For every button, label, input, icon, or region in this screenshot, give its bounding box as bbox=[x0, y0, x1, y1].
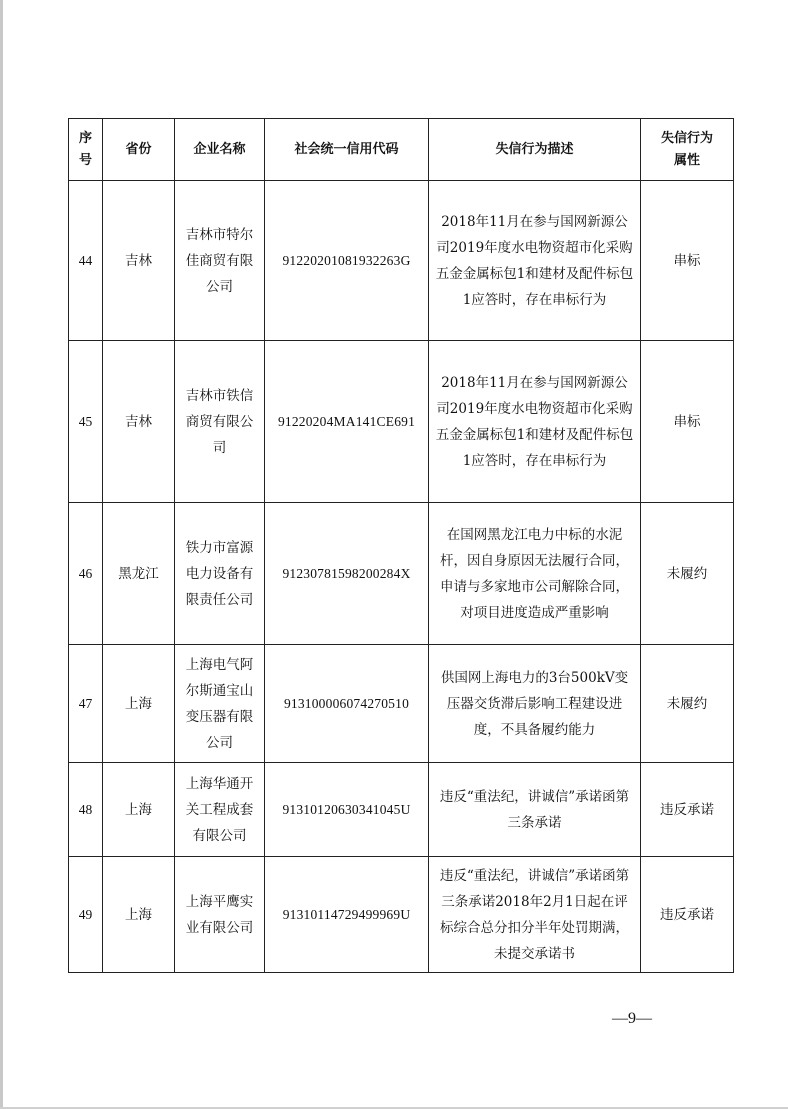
row-attribute: 串标 bbox=[641, 181, 734, 341]
row-index: 47 bbox=[69, 645, 103, 763]
scan-edge bbox=[0, 0, 3, 1109]
row-province: 上海 bbox=[103, 763, 175, 857]
row-attribute: 串标 bbox=[641, 341, 734, 503]
header-company: 企业名称 bbox=[175, 119, 265, 181]
header-index-line-1: 序 bbox=[78, 130, 92, 146]
row-credit-code: 91220201081932263G bbox=[265, 181, 429, 341]
row-index: 45 bbox=[69, 341, 103, 503]
row-description: 2018年11月在参与国网新源公司2019年度水电物资超市化采购五金金属标包1和建材及配件标包1应答时，存在串标行为 bbox=[429, 181, 641, 341]
header-index bbox=[69, 119, 103, 181]
row-credit-code: 91230781598200284X bbox=[265, 503, 429, 645]
header-description: 失信行为描述 bbox=[429, 119, 641, 181]
table-row bbox=[69, 181, 734, 341]
row-index: 48 bbox=[69, 763, 103, 857]
header-province: 省份 bbox=[103, 119, 175, 181]
row-company: 吉林市特尔佳商贸有限公司 bbox=[175, 181, 265, 341]
row-description: 供国网上海电力的3台500kV变压器交货滞后影响工程建设进度，不具备履约能力 bbox=[429, 645, 641, 763]
header-index-line-2: 号 bbox=[78, 152, 92, 168]
row-company: 上海电气阿尔斯通宝山变压器有限公司 bbox=[175, 645, 265, 763]
row-attribute: 违反承诺 bbox=[641, 857, 734, 973]
row-company: 吉林市铁信商贸有限公司 bbox=[175, 341, 265, 503]
header-credit-code: 社会统一信用代码 bbox=[265, 119, 429, 181]
row-company: 上海平鹰实业有限公司 bbox=[175, 857, 265, 973]
row-description: 2018年11月在参与国网新源公司2019年度水电物资超市化采购五金金属标包1和建材及配件标包1应答时，存在串标行为 bbox=[429, 341, 641, 503]
row-description: 违反“重法纪，讲诚信”承诺函第三条承诺2018年2月1日起在评标综合总分扣分半年处罚期满，未提交承诺书 bbox=[429, 857, 641, 973]
row-index: 44 bbox=[69, 181, 103, 341]
row-company: 上海华通开关工程成套有限公司 bbox=[175, 763, 265, 857]
row-province: 吉林 bbox=[103, 341, 175, 503]
row-attribute: 未履约 bbox=[641, 503, 734, 645]
row-province: 上海 bbox=[103, 645, 175, 763]
row-credit-code: 91310114729499969U bbox=[265, 857, 429, 973]
row-province: 吉林 bbox=[103, 181, 175, 341]
row-index: 49 bbox=[69, 857, 103, 973]
row-attribute: 未履约 bbox=[641, 645, 734, 763]
row-index: 46 bbox=[69, 503, 103, 645]
row-credit-code: 91220204MA141CE691 bbox=[265, 341, 429, 503]
table-header-row bbox=[69, 119, 734, 181]
credit-violation-table bbox=[68, 118, 734, 973]
page-number: —9— bbox=[612, 1010, 652, 1027]
table-row bbox=[69, 763, 734, 857]
row-province: 黑龙江 bbox=[103, 503, 175, 645]
table-row bbox=[69, 341, 734, 503]
row-company: 铁力市富源电力设备有限责任公司 bbox=[175, 503, 265, 645]
header-attribute-line-2: 属性 bbox=[673, 152, 700, 168]
row-credit-code: 91310120630341045U bbox=[265, 763, 429, 857]
row-attribute: 违反承诺 bbox=[641, 763, 734, 857]
table-row bbox=[69, 503, 734, 645]
row-description: 违反“重法纪，讲诚信”承诺函第三条承诺 bbox=[429, 763, 641, 857]
header-attribute-line-1: 失信行为 bbox=[660, 130, 713, 146]
table-row bbox=[69, 857, 734, 973]
row-description: 在国网黑龙江电力中标的水泥杆，因自身原因无法履行合同，申请与多家地市公司解除合同，对项目进度造成严重影响 bbox=[429, 503, 641, 645]
row-credit-code: 913100006074270510 bbox=[265, 645, 429, 763]
row-province: 上海 bbox=[103, 857, 175, 973]
header-attribute bbox=[641, 119, 734, 181]
table-row bbox=[69, 645, 734, 763]
